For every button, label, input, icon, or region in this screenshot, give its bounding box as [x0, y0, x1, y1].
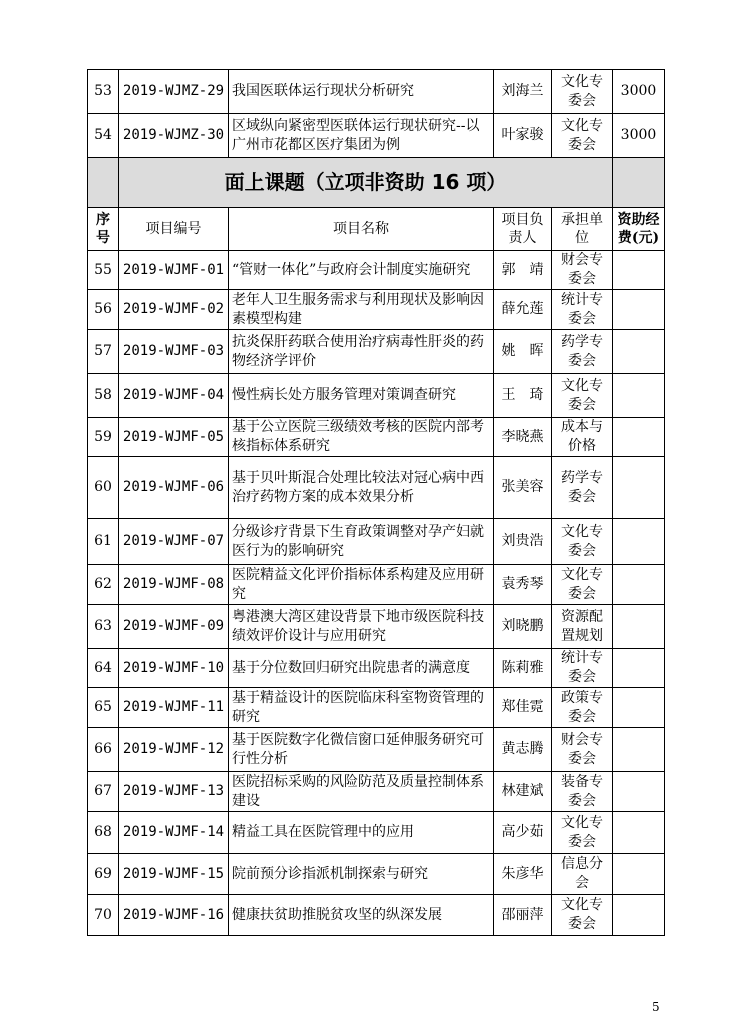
- cell-unit: 文化专委会: [552, 519, 613, 565]
- cell-name: 我国医联体运行现状分析研究: [229, 70, 494, 114]
- col-header-person: 项目负责人: [494, 208, 552, 251]
- table-row: [88, 519, 665, 565]
- cell-code: 2019-WJMF-12: [119, 728, 229, 772]
- cell-name: “管财一体化”与政府会计制度实施研究: [229, 251, 494, 290]
- cell-name: 老年人卫生服务需求与利用现状及影响因素模型构建: [229, 290, 494, 330]
- cell-funding: [613, 565, 665, 605]
- cell-person: 朱彦华: [494, 854, 552, 895]
- cell-person: 邵丽萍: [494, 895, 552, 936]
- cell-funding: [613, 649, 665, 688]
- cell-unit: 文化专委会: [552, 374, 613, 418]
- cell-num: 53: [88, 70, 119, 114]
- cell-name: 精益工具在医院管理中的应用: [229, 812, 494, 854]
- cell-name: 基于公立医院三级绩效考核的医院内部考核指标体系研究: [229, 418, 494, 457]
- table-row: [88, 374, 665, 418]
- section-row: [88, 158, 665, 208]
- cell-person: 郭 靖: [494, 251, 552, 290]
- cell-unit: 信息分会: [552, 854, 613, 895]
- cell-person: 刘贵浩: [494, 519, 552, 565]
- cell-person: 刘海兰: [494, 70, 552, 114]
- cell-unit: 装备专委会: [552, 772, 613, 812]
- cell-name: 粤港澳大湾区建设背景下地市级医院科技绩效评价设计与应用研究: [229, 605, 494, 649]
- cell-num: 63: [88, 605, 119, 649]
- table-row: [88, 418, 665, 457]
- table-row: [88, 251, 665, 290]
- cell-code: 2019-WJMF-14: [119, 812, 229, 854]
- section-header: [88, 158, 665, 251]
- cell-code: 2019-WJMF-15: [119, 854, 229, 895]
- cell-num: 60: [88, 457, 119, 519]
- cell-code: 2019-WJMF-10: [119, 649, 229, 688]
- cell-person: 林建斌: [494, 772, 552, 812]
- cell-num: 56: [88, 290, 119, 330]
- funded-rows: [88, 70, 665, 158]
- section-right-cell: [613, 158, 665, 208]
- cell-code: 2019-WJMF-08: [119, 565, 229, 605]
- table-row: [88, 728, 665, 772]
- cell-funding: [613, 330, 665, 374]
- cell-unit: 财会专委会: [552, 251, 613, 290]
- cell-unit: 药学专委会: [552, 457, 613, 519]
- cell-person: 郑佳霓: [494, 688, 552, 728]
- cell-name: 基于分位数回归研究出院患者的满意度: [229, 649, 494, 688]
- cell-unit: 资源配置规划: [552, 605, 613, 649]
- cell-person: 高少茹: [494, 812, 552, 854]
- cell-person: 张美容: [494, 457, 552, 519]
- cell-name: 健康扶贫助推脱贫攻坚的纵深发展: [229, 895, 494, 936]
- cell-num: 57: [88, 330, 119, 374]
- cell-name: 区域纵向紧密型医联体运行现状研究--以广州市花都区医疗集团为例: [229, 114, 494, 158]
- cell-code: 2019-WJMF-03: [119, 330, 229, 374]
- cell-person: 薛允莲: [494, 290, 552, 330]
- cell-unit: 文化专委会: [552, 812, 613, 854]
- cell-code: 2019-WJMZ-29: [119, 70, 229, 114]
- cell-num: 55: [88, 251, 119, 290]
- cell-unit: 文化专委会: [552, 114, 613, 158]
- col-header-num: 序号: [88, 208, 119, 251]
- col-header-unit: 承担单位: [552, 208, 613, 251]
- table-row: [88, 772, 665, 812]
- cell-funding: [613, 854, 665, 895]
- cell-code: 2019-WJMF-02: [119, 290, 229, 330]
- cell-person: 叶家骏: [494, 114, 552, 158]
- table-row: [88, 605, 665, 649]
- cell-funding: [613, 688, 665, 728]
- cell-code: 2019-WJMF-16: [119, 895, 229, 936]
- cell-name: 基于贝叶斯混合处理比较法对冠心病中西治疗药物方案的成本效果分析: [229, 457, 494, 519]
- cell-funding: [613, 457, 665, 519]
- cell-name: 医院招标采购的风险防范及质量控制体系建设: [229, 772, 494, 812]
- cell-code: 2019-WJMF-05: [119, 418, 229, 457]
- cell-funding: [613, 605, 665, 649]
- cell-funding: [613, 251, 665, 290]
- cell-num: 62: [88, 565, 119, 605]
- cell-unit: 统计专委会: [552, 649, 613, 688]
- cell-unit: 政策专委会: [552, 688, 613, 728]
- cell-unit: 文化专委会: [552, 70, 613, 114]
- cell-num: 61: [88, 519, 119, 565]
- table-row: [88, 688, 665, 728]
- column-header-row: [88, 208, 665, 251]
- cell-name: 基于精益设计的医院临床科室物资管理的研究: [229, 688, 494, 728]
- cell-name: 院前预分诊指派机制探索与研究: [229, 854, 494, 895]
- cell-code: 2019-WJMF-06: [119, 457, 229, 519]
- cell-num: 59: [88, 418, 119, 457]
- nonfunded-rows: [88, 251, 665, 936]
- cell-name: 抗炎保肝药联合使用治疗病毒性肝炎的药物经济学评价: [229, 330, 494, 374]
- cell-person: 陈莉雅: [494, 649, 552, 688]
- cell-name: 基于医院数字化微信窗口延伸服务研究可行性分析: [229, 728, 494, 772]
- cell-num: 58: [88, 374, 119, 418]
- cell-funding: [613, 812, 665, 854]
- section-left-cell: [88, 158, 119, 208]
- cell-num: 64: [88, 649, 119, 688]
- cell-unit: 药学专委会: [552, 330, 613, 374]
- col-header-name: 项目名称: [229, 208, 494, 251]
- col-header-funding: 资助经费(元): [613, 208, 665, 251]
- cell-code: 2019-WJMF-04: [119, 374, 229, 418]
- col-header-code: 项目编号: [119, 208, 229, 251]
- table-row: [88, 649, 665, 688]
- cell-name: 慢性病长处方服务管理对策调查研究: [229, 374, 494, 418]
- table-row: [88, 565, 665, 605]
- cell-code: 2019-WJMF-07: [119, 519, 229, 565]
- cell-person: 黄志腾: [494, 728, 552, 772]
- cell-num: 66: [88, 728, 119, 772]
- table-row: [88, 330, 665, 374]
- cell-person: 袁秀琴: [494, 565, 552, 605]
- page-number: 5: [652, 1000, 660, 1014]
- cell-person: 刘晓鹏: [494, 605, 552, 649]
- cell-funding: [613, 374, 665, 418]
- projects-table: [87, 69, 665, 936]
- cell-person: 姚 晖: [494, 330, 552, 374]
- cell-unit: 成本与价格: [552, 418, 613, 457]
- cell-unit: 文化专委会: [552, 895, 613, 936]
- cell-funding: [613, 772, 665, 812]
- cell-num: 67: [88, 772, 119, 812]
- cell-num: 70: [88, 895, 119, 936]
- cell-code: 2019-WJMF-13: [119, 772, 229, 812]
- table-row: [88, 812, 665, 854]
- cell-num: 69: [88, 854, 119, 895]
- table-row: [88, 114, 665, 158]
- cell-funding: [613, 418, 665, 457]
- table-row: [88, 854, 665, 895]
- cell-code: 2019-WJMF-11: [119, 688, 229, 728]
- table-row: [88, 290, 665, 330]
- cell-funding: [613, 728, 665, 772]
- table-row: [88, 895, 665, 936]
- cell-funding: 3000: [613, 114, 665, 158]
- cell-unit: 财会专委会: [552, 728, 613, 772]
- cell-num: 68: [88, 812, 119, 854]
- table-row: [88, 457, 665, 519]
- section-title: 面上课题（立项非资助 16 项）: [119, 158, 613, 208]
- cell-funding: 3000: [613, 70, 665, 114]
- cell-code: 2019-WJMZ-30: [119, 114, 229, 158]
- cell-unit: 文化专委会: [552, 565, 613, 605]
- cell-num: 65: [88, 688, 119, 728]
- cell-funding: [613, 895, 665, 936]
- table-row: [88, 70, 665, 114]
- cell-code: 2019-WJMF-01: [119, 251, 229, 290]
- cell-funding: [613, 519, 665, 565]
- cell-code: 2019-WJMF-09: [119, 605, 229, 649]
- cell-unit: 统计专委会: [552, 290, 613, 330]
- cell-name: 医院精益文化评价指标体系构建及应用研究: [229, 565, 494, 605]
- cell-person: 王 琦: [494, 374, 552, 418]
- cell-funding: [613, 290, 665, 330]
- cell-num: 54: [88, 114, 119, 158]
- cell-name: 分级诊疗背景下生育政策调整对孕产妇就医行为的影响研究: [229, 519, 494, 565]
- cell-person: 李晓燕: [494, 418, 552, 457]
